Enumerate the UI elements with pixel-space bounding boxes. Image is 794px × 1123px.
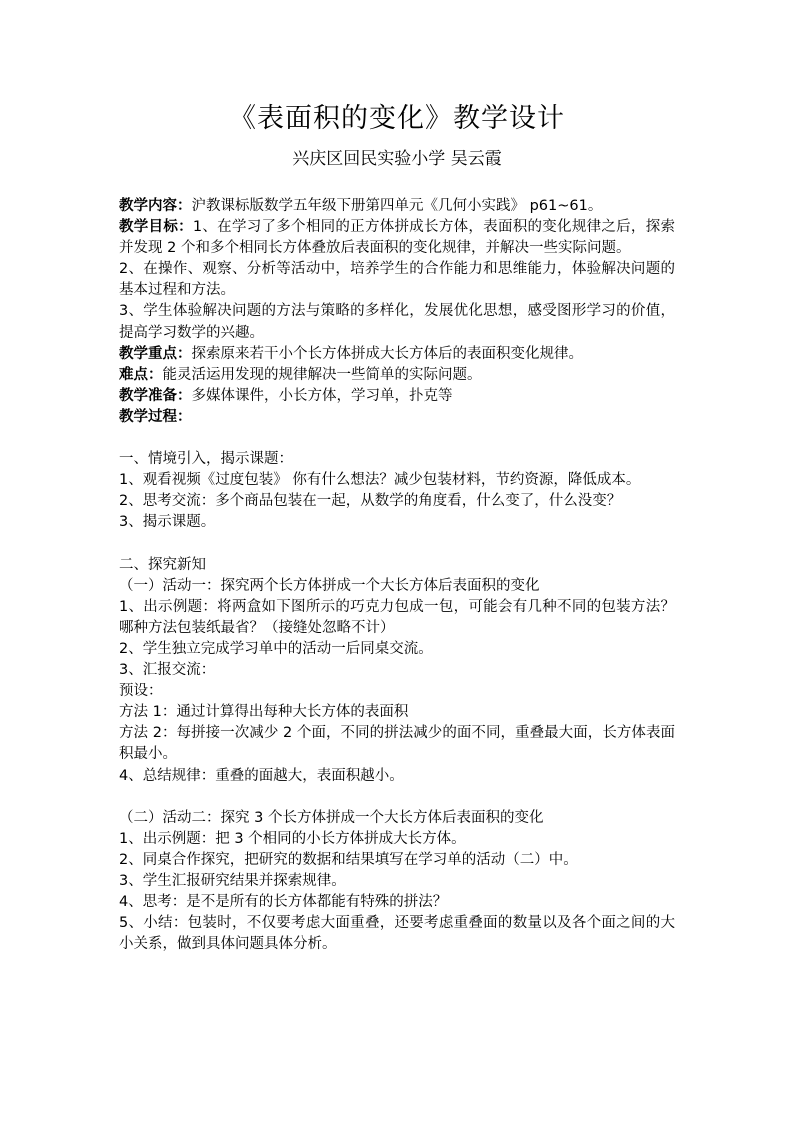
activity-2-heading: （二）活动二：探究 3 个长方体拼成一个大长方体后表面积的变化	[119, 809, 544, 826]
section-1-item: 2、思考交流：多个商品包装在一起，从数学的角度看，什么变了，什么没变？	[119, 493, 622, 510]
activity-1-heading: （一）活动一：探究两个长方体拼成一个大长方体后表面积的变化	[119, 577, 540, 594]
activity-1-item: 预设：	[119, 683, 163, 700]
document-body	[119, 196, 675, 955]
author-line: 兴庆区回民实验小学 吴云霞	[292, 149, 502, 169]
activity-1-item: 3、汇报交流：	[119, 662, 216, 679]
process-label: 教学过程：	[119, 408, 192, 425]
activity-1-item: 4、总结规律：重叠的面越大，表面积越小。	[119, 767, 404, 784]
teaching-content-label: 教学内容：	[119, 198, 192, 214]
activity-1-item: 2、学生独立完成学习单中的活动一后同桌交流。	[119, 640, 433, 657]
key-point	[119, 344, 675, 365]
spacer	[119, 428, 675, 449]
difficulty-label: 难点：	[119, 366, 163, 383]
activity-1-item: 方法 2：每拼接一次减少 2 个面，不同的拼法减少的面不同，重叠最大面，长方体表面积最小。	[119, 725, 675, 763]
activity-2-item: 4、思考：是不是所有的长方体都能有特殊的拼法？	[119, 894, 448, 911]
teaching-content-text: 沪教课标版数学五年级下册第四单元《几何小实践》 p61~61。	[191, 198, 603, 214]
spacer	[119, 787, 675, 808]
teaching-goal-1-text: 1、在学习了多个相同的正方体拼成长方体，表面积的变化规律之后，探索并发现 2 个和多个相同长方体叠放后表面积的变化规律，并解决一些实际问题。	[119, 219, 675, 257]
difficulty-text: 能灵活运用发现的规律解决一些简单的实际问题。	[162, 366, 482, 383]
teaching-goal-3: 3、学生体验解决问题的方法与策略的多样化，发展优化思想，感受图形学习的价值，提高学习数学的兴趣。	[119, 303, 675, 341]
teaching-content	[119, 196, 675, 217]
spacer	[119, 534, 675, 555]
activity-1-item: 1、出示例题：将两盒如下图所示的巧克力包成一包，可能会有几种不同的包装方法？哪种方法包装纸最省？（接缝处忽略不计）	[119, 598, 675, 636]
activity-2-item: 2、同桌合作探究，把研究的数据和结果填写在学习单的活动（二）中。	[119, 851, 578, 868]
activity-2-item: 5、小结：包装时，不仅要考虑大面重叠，还要考虑重叠面的数量以及各个面之间的大小关系，做到具体问题具体分析。	[119, 915, 675, 953]
key-point-label: 教学重点：	[119, 345, 192, 362]
teaching-goal-1	[119, 217, 675, 259]
key-point-text: 探索原来若干小个长方体拼成大长方体后的表面积变化规律。	[191, 345, 583, 362]
preparation-text: 多媒体课件，小长方体，学习单，扑克等	[191, 387, 453, 404]
teaching-goals-label: 教学目标：	[119, 219, 193, 236]
document-title: 《表面积的变化》教学设计	[229, 103, 565, 134]
section-1-item: 3、揭示课题。	[119, 514, 216, 531]
section-2-heading: 二、探究新知	[119, 556, 206, 573]
preparation-label: 教学准备：	[119, 387, 192, 404]
activity-1-item: 方法 1：通过计算得出每种大长方体的表面积	[119, 704, 409, 721]
difficulty	[119, 365, 675, 386]
activity-2-item: 1、出示例题：把 3 个相同的小长方体拼成大长方体。	[119, 830, 466, 847]
preparation	[119, 386, 675, 407]
section-1-heading: 一、情境引入，揭示课题：	[119, 451, 293, 468]
section-1-item: 1、观看视频《过度包装》 你有什么想法？减少包装材料，节约资源，降低成本。	[119, 472, 641, 489]
activity-2-item: 3、学生汇报研究结果并探索规律。	[119, 873, 346, 889]
teaching-goal-2: 2、在操作、观察、分析等活动中，培养学生的合作能力和思维能力，体验解决问题的基本过程和方法。	[119, 261, 675, 299]
